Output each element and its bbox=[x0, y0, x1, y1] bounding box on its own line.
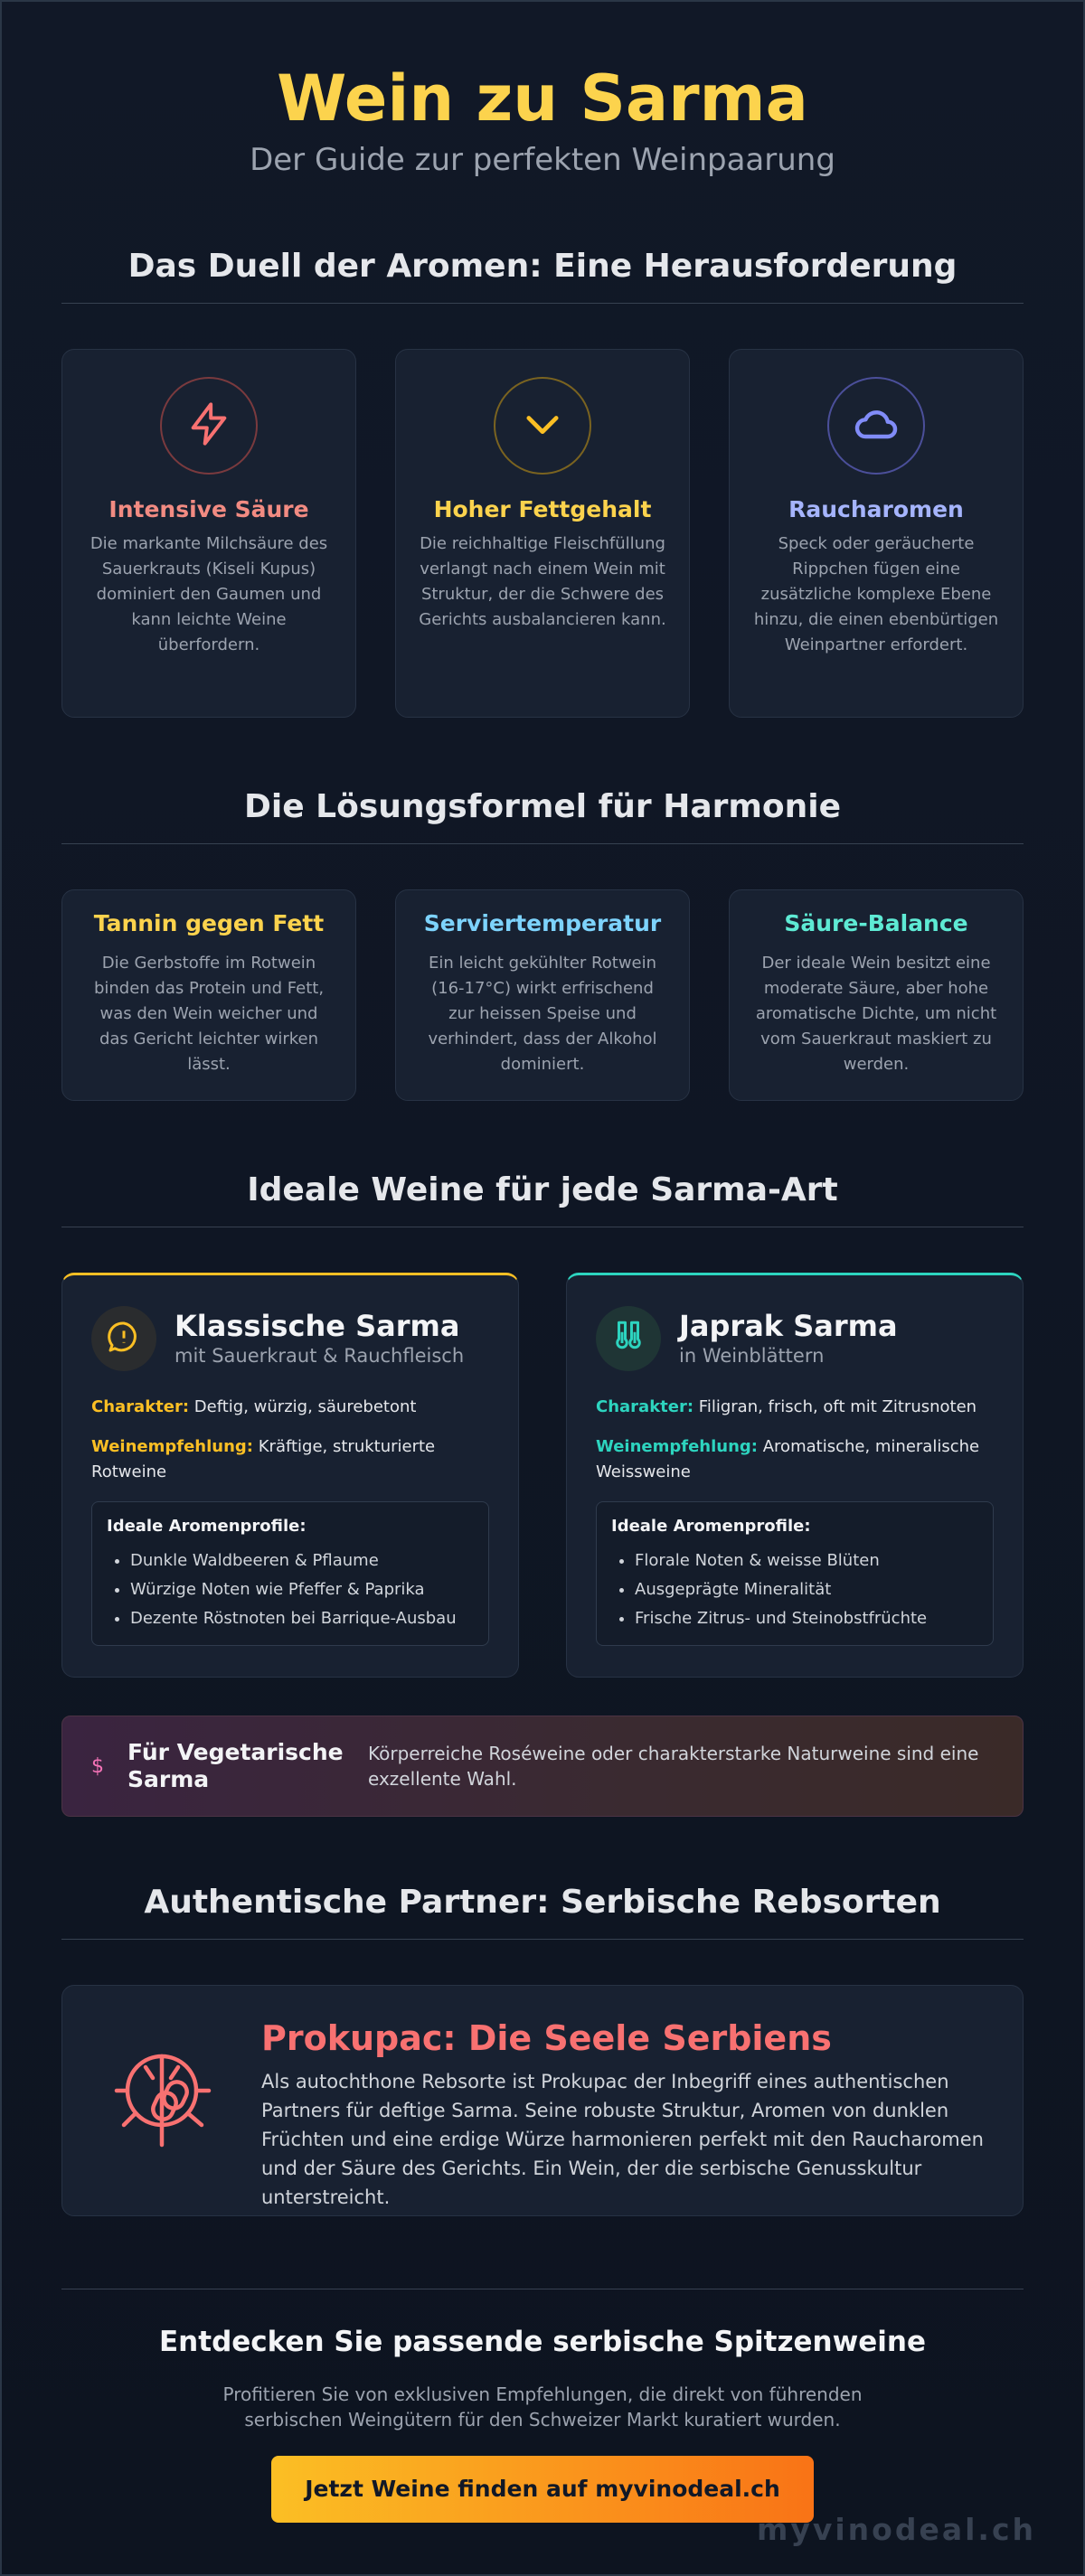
challenge-card-title: Intensive Säure bbox=[108, 496, 309, 522]
grape-title: Prokupac: Die Seele Serbiens bbox=[261, 2018, 832, 2058]
grape-text bbox=[261, 2018, 988, 2212]
aroma-profile-list bbox=[611, 1547, 978, 1633]
challenge-card-text: Speck oder geräucherte Rippchen fügen eine zusätzliche komplexe Ebene hinzu, die einen ebenbürtigen Weinpartner erfordert. bbox=[753, 534, 999, 654]
solution-card-title: Serviertemperatur bbox=[423, 910, 662, 936]
page-title: Wein zu Sarma bbox=[277, 61, 808, 136]
challenge-card-fat bbox=[395, 349, 690, 718]
lightning-icon bbox=[185, 400, 232, 451]
solution-card-acid-balance bbox=[729, 889, 1024, 1101]
list-item: • Florale Noten & weisse Blüten bbox=[635, 1547, 978, 1575]
challenge-card-text: Die reichhaltige Fleischfüllung verlangt nach einem Wein mit Struktur, der die Schwere des Gerichts ausbalancieren kann. bbox=[419, 534, 666, 629]
wine-character bbox=[596, 1395, 994, 1420]
solution-card-tannin bbox=[61, 889, 356, 1101]
wine-card-japrak bbox=[566, 1273, 1024, 1678]
challenge-cards bbox=[61, 349, 1024, 718]
solution-card-text: Ein leicht gekühlter Rotwein (16-17°C) wirkt erfrischend zur heissen Speise und verhindert, dass der Alkohol dominiert. bbox=[428, 954, 657, 1074]
wine-card-header bbox=[91, 1306, 489, 1371]
grape-card-prokupac bbox=[61, 1985, 1024, 2216]
icon-circle bbox=[494, 377, 591, 475]
solution-card-title: Säure-Balance bbox=[784, 910, 968, 936]
aroma-profile-box bbox=[596, 1501, 994, 1646]
icon-circle bbox=[160, 377, 258, 475]
list-item: • Dunkle Waldbeeren & Pflaume bbox=[130, 1547, 474, 1575]
wine-recommendation-label: Weinempfehlung: bbox=[91, 1437, 253, 1456]
wine-icon-circle bbox=[91, 1306, 156, 1371]
section-title-challenge: Das Duell der Aromen: Eine Herausforderung bbox=[61, 248, 1024, 304]
content-wrapper bbox=[61, 2, 1024, 2523]
challenge-section bbox=[61, 248, 1024, 718]
watermark-logo: myvinodeal.ch bbox=[756, 2512, 1036, 2547]
wine-card-klassische bbox=[61, 1273, 519, 1678]
solution-section bbox=[61, 788, 1024, 1101]
wine-recommendation-label: Weinempfehlung: bbox=[596, 1437, 758, 1456]
list-item: • Ausgeprägte Mineralität bbox=[635, 1575, 978, 1604]
aroma-profile-list bbox=[107, 1547, 474, 1633]
wine-origin: in Weinblättern bbox=[679, 1345, 825, 1367]
wine-cards bbox=[61, 1273, 1024, 1678]
solution-card-temperature bbox=[395, 889, 690, 1101]
wine-character-value: Deftig, würzig, säurebetont bbox=[193, 1397, 417, 1416]
list-item: • Frische Zitrus- und Steinobstfrüchte bbox=[635, 1604, 978, 1633]
wine-recommendation bbox=[596, 1434, 994, 1485]
thermometer-icon bbox=[609, 1318, 647, 1359]
wine-icon-circle bbox=[596, 1306, 661, 1371]
hero bbox=[61, 2, 1024, 179]
solution-card-text: Der ideale Wein besitzt eine moderate Säure, aber hohe aromatische Dichte, um nicht vom Sauerkraut maskiert zu werden. bbox=[755, 954, 997, 1074]
cloud-icon bbox=[851, 399, 901, 453]
challenge-card-text: Die markante Milchsäure des Sauerkrauts (Kiseli Kupus) dominiert den Gaumen und kann leichte Weine überfordern. bbox=[90, 534, 328, 654]
vegetarian-banner bbox=[61, 1716, 1024, 1817]
grape-description: Als autochthone Rebsorte ist Prokupac der Inbegriff eines authentischen Partners für deftige Sarma. Seine robuste Struktur, Aromen von dunklen Früchten und eine erdige Würze harmonieren perfekt mit den Raucharomen und der Säure des Gerichts. Ein Wein, der die serbische Genusskultur unterstreicht. bbox=[261, 2071, 984, 2208]
challenge-card-smoke bbox=[729, 349, 1024, 718]
aroma-profile-title: Ideale Aromenprofile: bbox=[611, 1517, 811, 1536]
list-item: • Dezente Röstnoten bei Barrique-Ausbau bbox=[130, 1604, 474, 1633]
wine-recommendation-value: Kräftige, strukturierte Rotweine bbox=[91, 1437, 436, 1481]
challenge-card-title: Hoher Fettgehalt bbox=[433, 496, 652, 522]
wine-character bbox=[91, 1395, 489, 1420]
wine-character-label: Charakter: bbox=[91, 1397, 190, 1416]
solution-card-title: Tannin gegen Fett bbox=[93, 910, 325, 936]
aroma-profile-title: Ideale Aromenprofile: bbox=[107, 1517, 307, 1536]
cta-title: Entdecken Sie passende serbische Spitzenweine bbox=[159, 2326, 926, 2358]
wine-name: Klassische Sarma bbox=[175, 1309, 460, 1343]
page-subtitle: Der Guide zur perfekten Weinpaarung bbox=[250, 142, 835, 178]
grape-vine-icon bbox=[108, 2044, 216, 2152]
aroma-profile-box bbox=[91, 1501, 489, 1646]
dollar-icon: $ bbox=[91, 1754, 104, 1778]
speech-bubble-icon bbox=[106, 1319, 142, 1359]
cta-button[interactable]: Jetzt Weine finden auf myvinodeal.ch bbox=[271, 2456, 814, 2523]
wine-character-value: Filigran, frisch, oft mit Zitrusnoten bbox=[698, 1397, 977, 1416]
challenge-card-acidity bbox=[61, 349, 356, 718]
cta-section bbox=[61, 2289, 1024, 2523]
wines-section bbox=[61, 1171, 1024, 1817]
chevron-down-icon bbox=[519, 400, 566, 451]
section-title-wines: Ideale Weine für jede Sarma-Art bbox=[61, 1171, 1024, 1227]
wine-recommendation-value: Aromatische, mineralische Weissweine bbox=[596, 1437, 980, 1481]
serbian-section bbox=[61, 1884, 1024, 2216]
wine-recommendation bbox=[91, 1434, 489, 1485]
wine-card-header bbox=[596, 1306, 994, 1371]
wine-name: Japrak Sarma bbox=[679, 1309, 898, 1343]
section-title-solution: Die Lösungsformel für Harmonie bbox=[61, 788, 1024, 844]
cta-text: Profitieren Sie von exklusiven Empfehlungen, die direkt von führenden serbischen Weingütern für den Schweizer Markt kuratiert wurden. bbox=[222, 2383, 863, 2430]
list-item: • Würzige Noten wie Pfeffer & Paprika bbox=[130, 1575, 474, 1604]
wine-origin: mit Sauerkraut & Rauchfleisch bbox=[175, 1345, 465, 1367]
challenge-card-title: Raucharomen bbox=[788, 496, 964, 522]
solution-card-text: Die Gerbstoffe im Rotwein binden das Protein und Fett, was den Wein weicher und das Gericht leichter wirken lässt. bbox=[93, 954, 325, 1074]
section-title-serbian: Authentische Partner: Serbische Rebsorten bbox=[61, 1884, 1024, 1940]
wine-character-label: Charakter: bbox=[596, 1397, 694, 1416]
vegetarian-text: Körperreiche Roséweine oder charakterstarke Naturweine sind eine exzellente Wahl. bbox=[368, 1743, 979, 1790]
solution-cards bbox=[61, 889, 1024, 1101]
icon-circle bbox=[827, 377, 925, 475]
vegetarian-title: Für Vegetarische Sarma bbox=[127, 1739, 344, 1792]
